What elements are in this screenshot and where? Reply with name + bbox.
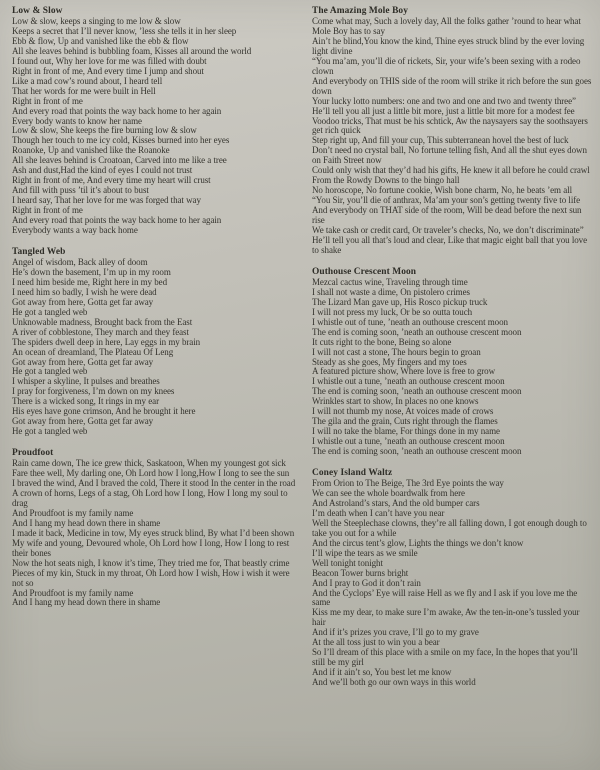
lyric-line: Kiss me my dear, to make sure I’m awake, Aw the ten-in-one’s tussled your hair	[312, 607, 580, 628]
lyric-line: All she leaves behind is bubbling foam, Kisses all around the world	[12, 45, 252, 56]
lyric-line: Steady as she goes, My fingers and my toes	[312, 356, 467, 367]
lyric-line: And Astroland’s stars, And the old bumper cars	[312, 497, 480, 508]
lyric-line: And every road that points the way back home to her again	[12, 105, 222, 116]
lyric-line: I made it back, Medicine in tow, My eyes struck blind, By what I’d been shown	[12, 527, 295, 538]
lyric-line: The end is coming soon, ’neath an outhouse crescent moon	[312, 446, 522, 457]
lyric-line: Step right up, And fill your cup, This subterranean hovel the best of luck	[312, 135, 569, 146]
lyric-line: He got a tangled web	[12, 306, 88, 317]
lyric-line: There is a wicked song, It rings in my ear	[12, 396, 159, 407]
lyric-line: And I hang my head down there in shame	[12, 597, 161, 608]
lyric-line: His eyes have gone crimson, And he brought it here	[12, 406, 196, 417]
lyric-line: I heard say, That her love for me was forged that way	[12, 195, 201, 206]
song-title: Low & Slow	[12, 6, 63, 16]
lyric-line: And every road that points the way back home to her again	[12, 215, 222, 226]
lyric-line: Like a mad cow’s round about, I heard tell	[12, 75, 163, 86]
song-section	[312, 468, 592, 688]
lyric-line: I whistle out of tune, ’neath an outhouse crescent moon	[312, 316, 508, 327]
lyric-line: The end is coming soon, ’neath an outhouse crescent moon	[312, 386, 522, 397]
lyric-line: I will no take the blame, For things done in my name	[312, 426, 500, 437]
lyric-line: And if it’s prizes you crave, I’ll go to my grave	[312, 627, 479, 638]
lyric-line: Low & slow, keeps a singing to me low & slow	[12, 16, 181, 26]
song-section	[12, 448, 298, 608]
lyric-line: And if it ain’t so, You best let me know	[312, 667, 452, 678]
lyric-line: A river of cobblestone, They march and they feast	[12, 326, 189, 337]
lyric-line: A crown of horns, Legs of a stag, Oh Lord how I long, How I long my soul to drag	[12, 487, 288, 508]
lyric-line: And I pray to God it don’t rain	[312, 577, 421, 588]
lyric-line: Wrinkles start to show, In places no one knows	[312, 396, 479, 407]
lyric-line: And Proudfoot is my family name	[12, 507, 134, 518]
lyric-line: And fill with puss ’til it’s about to bust	[12, 185, 149, 196]
lyric-line: Every body wants to know her name	[12, 115, 142, 126]
lyric-line: He’ll tell you all that’s loud and clear, Like that magic eight ball that you love to shake	[312, 234, 588, 255]
lyric-line: I will not press my luck, Or be so outta touch	[312, 306, 473, 317]
lyrics-column-left	[12, 6, 298, 770]
lyrics-column-right	[312, 6, 592, 770]
lyric-line: And everybody on THAT side of the room, Will be dead before the next sun rise	[312, 205, 582, 226]
lyric-line: Keeps a secret that I’ll never know, ’less she tells it in her sleep	[12, 25, 237, 36]
lyric-line: He got a tangled web	[12, 426, 88, 437]
song-section	[12, 247, 298, 437]
lyric-line: And everybody on THIS side of the room will strike it rich before the sun goes down	[312, 75, 592, 96]
lyric-line: He’s down the basement, I’m up in my room	[12, 266, 171, 277]
lyric-line: Got away from here, Gotta get far away	[12, 296, 154, 307]
lyric-line: Your lucky lotto numbers: one and two and one and two and twenty three”	[312, 95, 576, 106]
lyric-line: My wife and young, Devoured whole, Oh Lord how I long, How I long to rest their bones	[12, 537, 290, 558]
lyric-line: He got a tangled web	[12, 366, 88, 377]
lyric-line: Well tonight tonight	[312, 557, 383, 568]
lyric-line: And we’ll both go our own ways in this world	[312, 677, 476, 688]
lyric-line: That her words for me were built in Hell	[12, 85, 156, 96]
lyric-line: I’ll wipe the tears as we smile	[312, 547, 418, 558]
lyric-line: Rain came down, The ice grew thick, Saskatoon, When my youngest got sick	[12, 458, 286, 469]
lyric-line: All she leaves behind is Croatoan, Carved into me like a tree	[12, 155, 227, 166]
song-title: The Amazing Mole Boy	[312, 6, 409, 16]
lyric-line: Could only wish that they’d had his gifts, He knew it all before he could crawl	[312, 165, 590, 176]
lyric-line: And I hang my head down there in shame	[12, 517, 161, 528]
lyric-line: The Lizard Man gave up, His Rosco pickup truck	[312, 296, 488, 307]
lyric-line: Right in front of me	[12, 205, 83, 216]
song-section	[12, 6, 298, 236]
song-title: Outhouse Crescent Moon	[312, 266, 417, 277]
lyric-line: Everybody wants a way back home	[12, 225, 138, 236]
lyric-line: Got away from here, Gotta get far away	[12, 416, 154, 427]
lyric-line: From the Rowdy Downs to the bingo hall	[312, 175, 460, 186]
lyric-line: I pray for forgiveness, I’m down on my knees	[12, 386, 175, 397]
lyric-line: Ebb & flow, Up and vanished like the ebb & flow	[12, 35, 189, 46]
lyric-line: Right in front of me, And every time I jump and shout	[12, 65, 204, 76]
song-title: Proudfoot	[12, 448, 54, 459]
lyric-line: We can see the whole boardwalk from here	[312, 487, 465, 498]
song-section	[312, 267, 592, 457]
song-title: Tangled Web	[12, 246, 66, 257]
lyric-line: I will not cast a stone, The hours begin to groan	[312, 346, 481, 357]
lyric-line: I will not thumb my nose, At voices made of crows	[312, 406, 494, 417]
lyric-line: So I’ll dream of this place with a smile on my face, In the hopes that you’ll still be my girl	[312, 647, 578, 668]
lyric-line: I shall not waste a dime, On pistolero crimes	[312, 286, 470, 297]
lyric-line: I need him so badly, I wish he were dead	[12, 286, 157, 297]
song-section	[312, 6, 592, 256]
lyric-line: Though her touch to me icy cold, Kisses burned into her eyes	[12, 135, 230, 146]
lyric-line: Beacon Tower burns bright	[312, 567, 409, 578]
lyric-line: Right in front of me	[12, 95, 83, 106]
lyric-line: At the all toss just to win you a bear	[312, 637, 440, 648]
song-title: Coney Island Waltz	[312, 468, 393, 479]
lyric-line: Mezcal cactus wine, Traveling through time	[312, 276, 468, 287]
lyric-line: Ash and dust,Had the kind of eyes I could not trust	[12, 165, 193, 176]
lyric-line: “You ma’am, you’ll die of rickets, Sir, your wife’s been sexing with a rodeo clown	[312, 55, 581, 76]
lyric-line: And the Cyclops’ Eye will raise Hell as we fly and I ask if you love me the same	[312, 587, 578, 608]
lyric-line: The end is coming soon, ’neath an outhouse crescent moon	[312, 326, 522, 337]
lyric-line: Come what may, Such a lovely day, All the folks gather ’round to hear what Mole Boy has to say	[312, 16, 581, 36]
lyric-line: Pieces of my kin, Stuck in my throat, Oh Lord how I wish, How i wish it were not so	[12, 567, 290, 588]
lyric-line: I braved the wind, And I braved the cold, There it stood In the center in the road	[12, 478, 296, 489]
lyric-line: I found out, Why her love for me was filled with doubt	[12, 55, 207, 66]
lyric-line: I’m death when I can’t have you near	[312, 507, 445, 518]
lyric-line: Roanoke, Up and vanished like the Roanoke	[12, 145, 170, 156]
lyric-line: From Orion to The Beige, The 3rd Eye points the way	[312, 478, 504, 489]
lyric-line: Now the hot seats nigh, I know it’s time, They tried me for, That beastly crime	[12, 557, 290, 568]
lyric-line: I whistle out a tune, ’neath an outhouse crescent moon	[312, 376, 505, 387]
lyric-line: It cuts right to the bone, Being so alone	[312, 336, 452, 347]
lyric-line: I whisper a skyline, It pulses and breathes	[12, 376, 160, 387]
lyric-line: No horoscope, No fortune cookie, Wish bone charm, No, he beats ’em all	[312, 185, 572, 196]
lyric-line: He’ll tell you all just a little bit more, just a little bit more for a modest fee	[312, 105, 575, 116]
lyric-line: “You Sir, you’ll die of anthrax, Ma’am your son’s getting twenty five to life	[312, 195, 581, 206]
lyric-line: The gila and the grain, Cuts right through the flames	[312, 416, 498, 427]
lyric-line: Well the Steeplechase clowns, they’re all falling down, I got enough dough to take you out for a while	[312, 517, 587, 538]
lyric-line: Right in front of me, And every time my heart will crust	[12, 175, 211, 186]
lyric-line: Angel of wisdom, Back alley of doom	[12, 256, 148, 267]
lyric-line: The spiders dwell deep in here, Lay eggs in my brain	[12, 336, 201, 347]
lyric-line: Ain’t he blind,You know the kind, Thine eyes struck blind by the ever loving light divine	[312, 35, 585, 56]
lyric-line: I need him beside me, Right here in my bed	[12, 276, 168, 287]
lyric-line: Unknowable madness, Brought back from the East	[12, 316, 193, 327]
lyric-line: And Proudfoot is my family name	[12, 587, 134, 598]
lyric-line: An ocean of dreamland, The Plateau Of Leng	[12, 346, 174, 357]
lyric-line: A featured picture show, Where love is free to grow	[312, 366, 496, 377]
lyric-line: Don’t need no crystal ball, No fortune telling fish, And all the shut eyes down on Faith Street now	[312, 145, 587, 166]
lyric-line: Voodoo tricks, That must be his schtick, Aw the naysayers say the soothsayers get rich quick	[312, 115, 588, 136]
lyric-line: Fare thee well, My darling one, Oh Lord how I long,How I long to see the sun	[12, 468, 290, 479]
lyric-line: Got away from here, Gotta get far away	[12, 356, 154, 367]
lyric-line: Low & slow, She keeps the fire burning low & slow	[12, 125, 197, 136]
lyric-line: We take cash or credit card, Or traveler’s checks, No, we don’t discriminate”	[312, 225, 584, 236]
lyric-line: And the circus tent’s glow, Lights the things we don’t know	[312, 537, 524, 548]
lyric-line: I whistle out a tune, ’neath an outhouse crescent moon	[312, 436, 505, 447]
